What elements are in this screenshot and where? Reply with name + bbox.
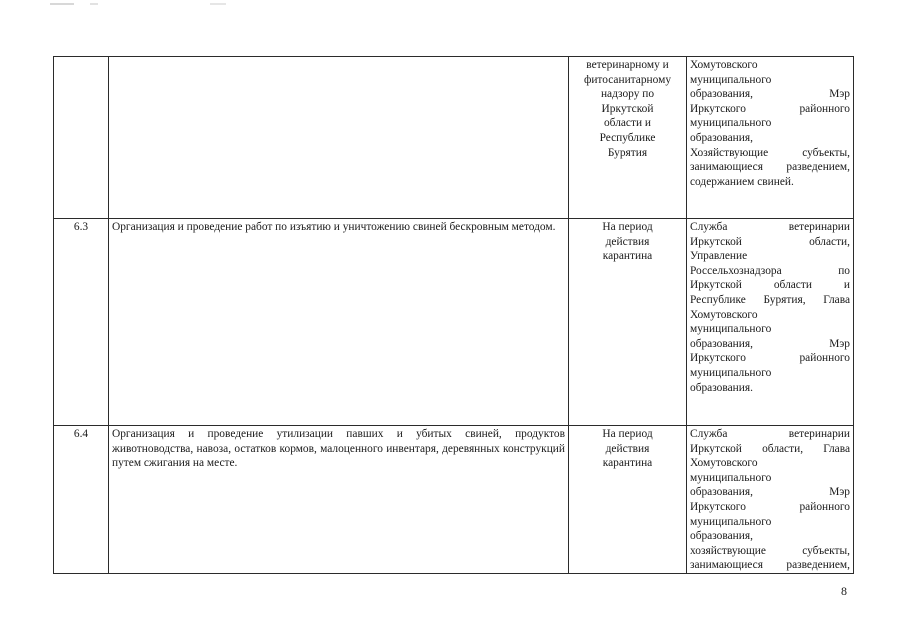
responsible-line: Хомутовского [690,59,758,71]
item-number: 6.4 [54,426,109,574]
responsible-line: Хозяйствующие субъекты, [690,146,850,159]
responsible-line: Хомутовского [690,457,758,470]
responsible-line: муниципального [690,117,772,130]
responsible-cell [687,426,854,574]
responsible-line: образования, Мэр [690,486,850,499]
responsible-line: муниципального [690,471,772,484]
deadline-line: фитосанитарному [583,73,672,86]
table-row [54,219,854,426]
deadline-line: Иркутской [601,102,654,115]
responsible-line: Служба ветеринарии [690,428,850,440]
responsible-line: Иркутского районного [690,500,850,513]
responsible-line: образования. [690,381,753,394]
deadline-line: Бурятия [607,146,648,159]
responsible-line: Служба ветеринарии [690,221,850,233]
table-body [54,57,854,574]
deadline-line: карантина [602,457,653,470]
responsible-line: Иркутского районного [690,352,850,365]
responsible-line: занимающиеся разведением, [690,559,850,572]
deadline-line: На период [602,428,653,440]
deadline-line: надзору по [600,88,655,101]
deadline-cell [569,426,687,574]
item-number: 6.3 [54,219,109,426]
measures-table [53,56,854,574]
scan-artifact [50,3,450,5]
measure-description: Организация и проведение работ по изъятию и уничтожению свиней бескровным методом. [109,219,569,426]
responsible-line: муниципального [690,73,772,86]
deadline-line: Республике [599,131,656,144]
responsible-line: Иркутской области, [690,235,850,248]
table-row [54,57,854,219]
deadline-line: действия [605,235,650,248]
deadline-line: ветеринарному и [586,59,669,71]
deadline-line: области и [603,117,652,130]
responsible-line: Республике Бурятия, Глава [690,293,850,306]
responsible-cell [687,219,854,426]
responsible-line: хозяйствующие субъекты, [690,544,850,557]
page-number: 8 [841,584,847,598]
responsible-line: Управление [690,250,748,263]
responsible-line: муниципального [690,323,772,336]
responsible-line: занимающиеся разведением, [690,161,850,174]
responsible-line: Россельхознадзора по [690,264,850,277]
deadline-cell [569,219,687,426]
responsible-line: муниципального [690,366,772,379]
responsible-line: Иркутской области, Глава [690,442,850,455]
responsible-cell [687,57,854,219]
responsible-line: Иркутского районного [690,102,850,115]
responsible-line: Иркутской области и [690,279,850,292]
measure-description [109,57,569,219]
responsible-line: образования, [690,131,753,144]
deadline-line: карантина [602,250,653,263]
responsible-line: образования, [690,530,753,543]
deadline-cell [569,57,687,219]
item-number [54,57,109,219]
responsible-line: Хомутовского [690,308,758,321]
deadline-line: действия [605,442,650,455]
responsible-line: муниципального [690,515,772,528]
deadline-line: На период [602,221,653,233]
responsible-line: содержанием свиней. [690,175,794,188]
measure-description: Организация и проведение утилизации павших и убитых свиней, продуктов животноводства, навоза, остатков кормов, малоценного инвентаря, деревянных конструкций путем сжигания на месте. [109,426,569,574]
responsible-line: образования, Мэр [690,88,850,101]
responsible-line: образования, Мэр [690,337,850,350]
table-row [54,426,854,574]
